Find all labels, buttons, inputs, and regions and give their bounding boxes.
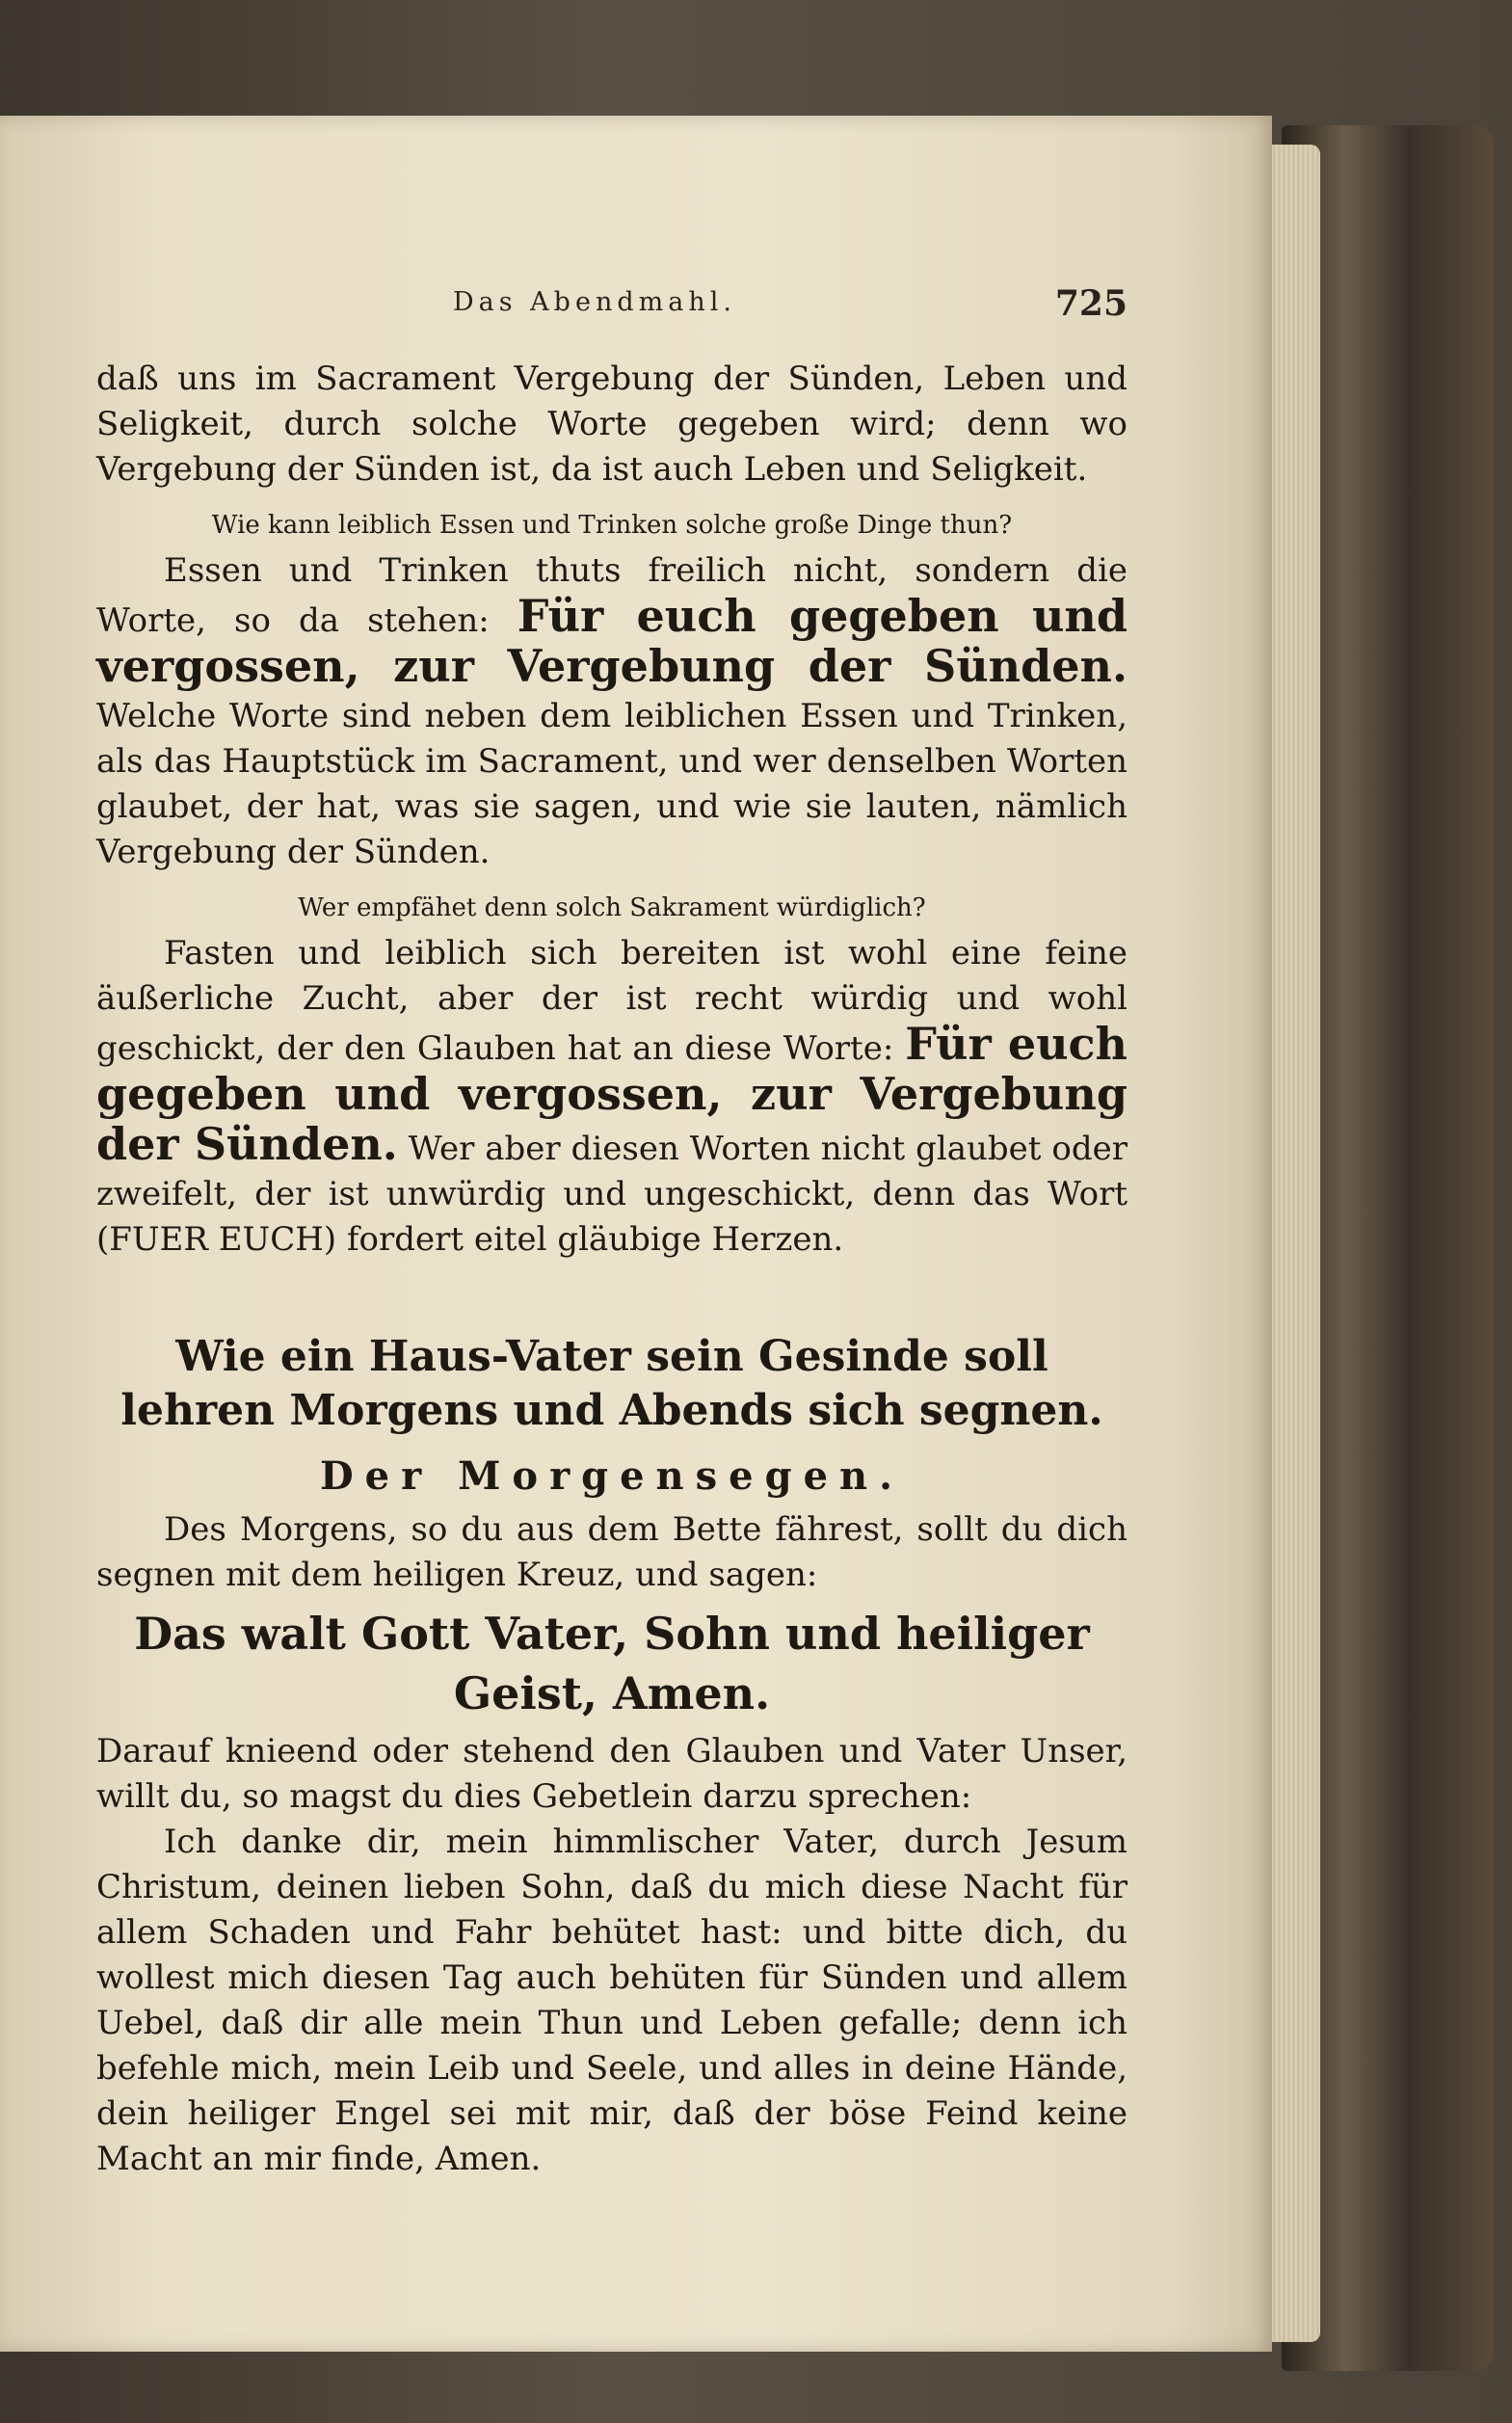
prayer-paragraph: Ich danke dir, mein himmlischer Vater, durch Jesum Christum, deinen lieben Sohn, daß du mich diese Nacht für allem Schaden und Fahr behütet hast: und bitte dich, du wollest mich diesen Tag auch behüten für Sünden und allem Uebel, daß dir alle mein Thun und Leben gefalle; denn ich befehle mich, mein Leib und Seele, und alles in deine Hände, dein heiliger Engel sei mit mir, daß der böse Feind keine Macht an mir finde, Amen.	[96, 1823, 1127, 2178]
blessing-formula: Das walt Gott Vater, Sohn und heiliger Geist, Amen.	[134, 1608, 1090, 1719]
page-body	[96, 357, 1127, 2182]
paragraph-text: Fasten und leiblich sich bereiten ist wohl eine feine äußerliche Zucht, aber der ist recht würdig und wohl geschickt, der den Glauben hat an diese Worte:	[96, 934, 1127, 1068]
emphasized-quote: Für euch gegeben und vergossen, zur Vergebung der Sünden.	[96, 1018, 1127, 1170]
paragraph	[96, 931, 1127, 1263]
section-title: Wie ein Haus-Vater sein Gesinde soll lehren Morgens und Abends sich segnen.	[120, 1332, 1103, 1435]
paragraph: daß uns im Sacrament Vergebung der Sünden, Leben und Seligkeit, durch solche Worte gegeben wird; denn wo Vergebung der Sünden ist, da ist auch Leben und Seligkeit.	[96, 359, 1127, 489]
subsection-title: Der Morgensegen.	[319, 1453, 905, 1499]
catechism-question: Wer empfähet denn solch Sakrament würdiglich?	[298, 893, 926, 922]
paragraph: Des Morgens, so du aus dem Bette fährest, sollt du dich segnen mit dem heiligen Kreuz, und sagen:	[96, 1510, 1127, 1594]
page-header	[453, 283, 1127, 326]
paragraph	[96, 548, 1127, 875]
page-number: 725	[1054, 283, 1127, 324]
emphasized-quote: Für euch gegeben und vergossen, zur Vergebung der Sünden.	[96, 590, 1127, 692]
paragraph: Darauf knieend oder stehend den Glauben und Vater Unser, willt du, so magst du dies Gebetlein darzu sprechen:	[96, 1732, 1127, 1816]
paragraph-text: Wer aber diesen Worten nicht glaubet oder zweifelt, der ist unwürdig und ungeschickt, denn das Wort (FUER EUCH) fordert eitel gläubige Herzen.	[96, 1130, 1127, 1259]
paragraph-text: Welche Worte sind neben dem leiblichen Essen und Trinken, als das Hauptstück im Sacrament, und wer denselben Worten glaubet, der hat, was sie sagen, und wie sie lauten, nämlich Vergebung der Sünden.	[96, 697, 1127, 871]
running-title: Das Abendmahl.	[453, 287, 736, 317]
catechism-question: Wie kann leiblich Essen und Trinken solche große Dinge thun?	[211, 511, 1013, 540]
paragraph-text: Essen und Trinken thuts freilich nicht, sondern die Worte, so da stehen:	[96, 551, 1127, 640]
